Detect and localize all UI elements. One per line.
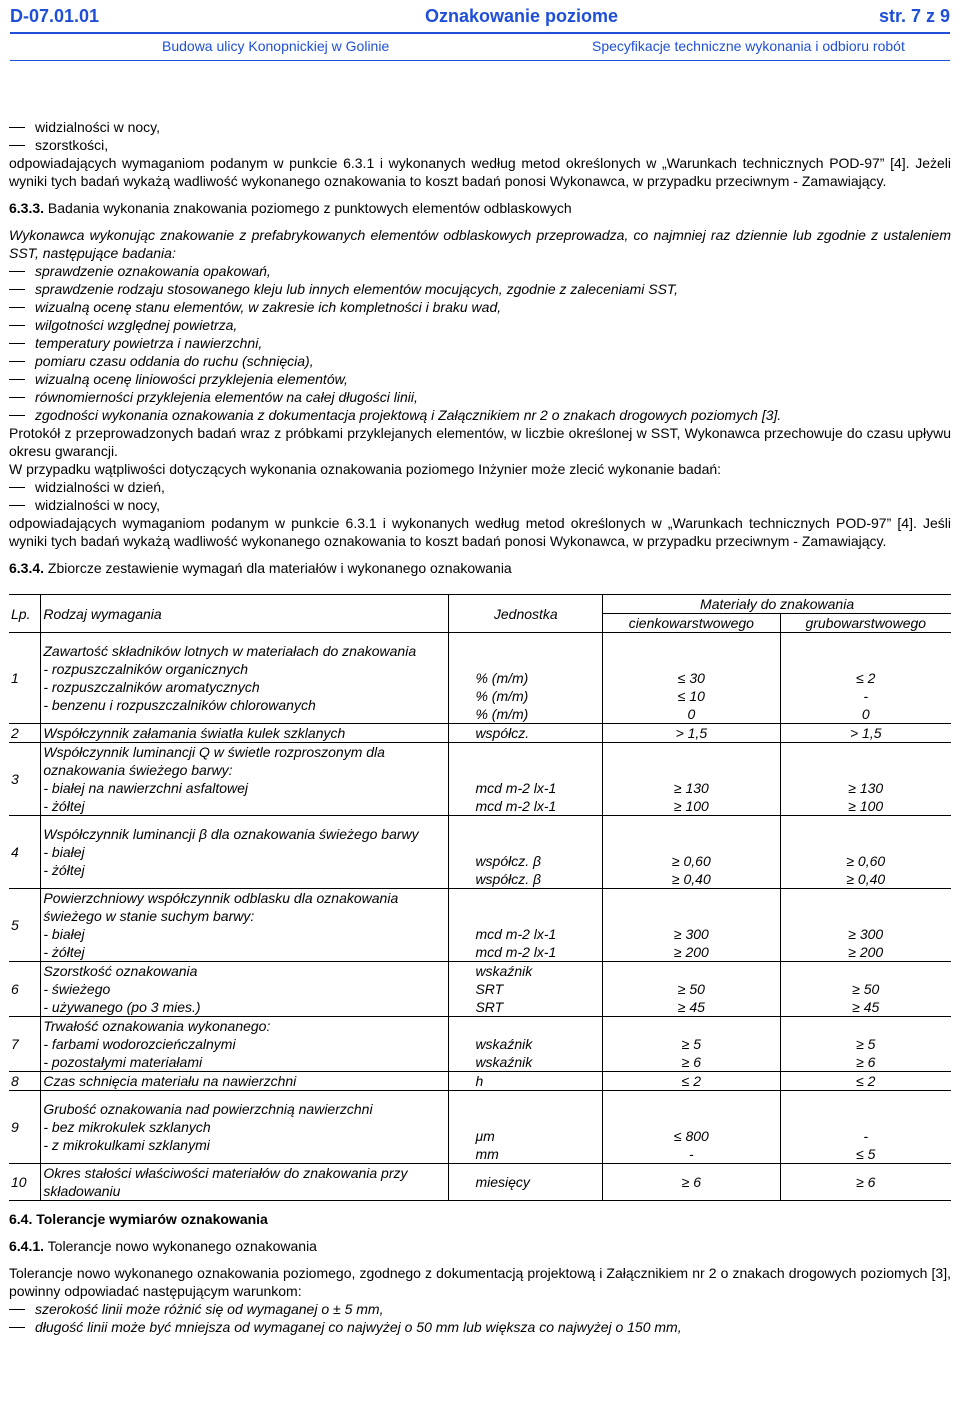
value-grubo-line: - — [863, 688, 869, 704]
project-name: Budowa ulicy Konopnickiej w Golinie — [162, 38, 390, 54]
requirement-desc — [41, 1017, 449, 1072]
value-cienko-line: ≤ 10 — [677, 688, 705, 704]
requirement-desc-line: Trwałość oznakowania wykonanego: — [43, 1018, 271, 1034]
table-row — [9, 962, 951, 1017]
value-cienko-line: ≥ 0,60 — [671, 853, 711, 869]
row-number: 1 — [9, 633, 41, 724]
row-number: 3 — [9, 743, 41, 816]
requirement-unit-line: SRT — [475, 999, 504, 1015]
table-row — [9, 1017, 951, 1072]
list-item: widzialności w dzień, — [9, 478, 951, 496]
value-grubo-line: ≥ 0,60 — [846, 853, 886, 869]
value-cienko-line — [605, 834, 777, 852]
list-item: widzialności w nocy, — [9, 496, 951, 514]
section-heading — [9, 559, 951, 577]
value-grubo-line: ≥ 5 — [856, 1036, 876, 1052]
value-cienko-line — [605, 761, 777, 779]
requirement-unit-line: h — [475, 1073, 484, 1089]
requirement-desc-line: - bez mikrokulek szklanych — [43, 1119, 211, 1135]
table-row — [9, 743, 951, 816]
value-grubo-line: ≥ 200 — [848, 944, 884, 960]
value-grubo — [780, 816, 951, 889]
value-grubo — [780, 889, 951, 962]
requirement-desc-line: - rozpuszczalników organicznych — [43, 661, 249, 677]
table-row — [9, 816, 951, 889]
value-grubo-line: ≥ 300 — [848, 926, 884, 942]
table-row — [9, 633, 951, 724]
requirement-unit-line — [475, 761, 600, 779]
requirement-desc-line: Współczynnik luminancji β dla oznakowania świeżego barwy — [43, 826, 419, 842]
requirement-unit-line: mm — [475, 1146, 499, 1162]
requirement-desc-line: - świeżego — [43, 981, 111, 997]
requirement-desc-line: - farbami wodorozcieńczalnymi — [43, 1036, 236, 1052]
paragraph: Wykonawca wykonując znakowanie z prefabrykowanych elementów odblaskowych przeprowadza, co najmniej raz dziennie lub zgodnie z ustaleniem SST, następujące badania: — [9, 227, 951, 261]
col-header-rodzaj: Rodzaj wymagania — [41, 595, 449, 633]
value-cienko-line — [605, 1017, 777, 1035]
value-cienko-line: > 1,5 — [675, 725, 708, 741]
table-row — [9, 1072, 951, 1091]
requirement-desc-line: - białej — [43, 844, 85, 860]
requirement-unit — [449, 724, 603, 743]
table-row — [9, 1164, 951, 1201]
value-cienko-line — [605, 633, 777, 651]
list-item: pomiaru czasu oddania do ruchu (schnięcia), — [9, 352, 951, 370]
requirement-unit — [449, 889, 603, 962]
table-row — [9, 1091, 951, 1164]
requirement-unit — [449, 1017, 603, 1072]
value-grubo — [780, 724, 951, 743]
requirement-unit-line — [475, 651, 600, 669]
value-cienko — [603, 889, 780, 962]
value-grubo-line: > 1,5 — [849, 725, 882, 741]
value-cienko-line: ≥ 300 — [673, 926, 709, 942]
value-cienko-line — [605, 1109, 777, 1127]
row-number: 9 — [9, 1091, 41, 1164]
value-grubo — [780, 1017, 951, 1072]
value-cienko — [603, 724, 780, 743]
requirement-desc-line: Zawartość składników lotnych w materiałach do znakowania — [43, 643, 417, 659]
requirement-unit-line: mcd m-2 lx-1 — [475, 944, 557, 960]
requirement-unit — [449, 633, 603, 724]
section-number: 6.3.4. — [9, 560, 45, 576]
requirement-desc-line: - z mikrokulkami szklanymi — [43, 1137, 210, 1153]
col-header-lp: Lp. — [9, 595, 41, 633]
value-cienko-line — [605, 1091, 777, 1109]
row-number: 8 — [9, 1072, 41, 1091]
requirement-unit-line: wskaźnik — [475, 1054, 533, 1070]
value-grubo-line — [783, 1017, 949, 1035]
requirement-desc-line: - żółtej — [43, 944, 85, 960]
requirement-unit-line: mcd m-2 lx-1 — [475, 798, 557, 814]
section-number: 6.3.3. — [9, 200, 45, 216]
value-grubo-line: ≥ 0,40 — [846, 871, 886, 887]
value-cienko-line: ≥ 6 — [681, 1174, 702, 1190]
value-grubo-line: ≤ 2 — [856, 670, 876, 686]
list-item: temperatury powietrza i nawierzchni, — [9, 334, 951, 352]
value-grubo-line — [783, 834, 949, 852]
requirement-unit-line: mcd m-2 lx-1 — [475, 926, 557, 942]
header-subrule — [10, 60, 950, 61]
table-header-row — [9, 595, 951, 614]
requirement-desc-line: - rozpuszczalników aromatycznych — [43, 679, 260, 695]
value-cienko-line: ≥ 5 — [681, 1036, 702, 1052]
requirement-unit-line — [475, 1017, 600, 1035]
requirement-unit-line: % (m/m) — [475, 706, 529, 722]
requirement-unit — [449, 962, 603, 1017]
requirement-unit-line — [475, 1109, 600, 1127]
value-grubo-line: ≥ 6 — [856, 1174, 876, 1190]
requirement-unit-line — [475, 907, 600, 925]
value-cienko-line: ≥ 6 — [681, 1054, 702, 1070]
row-number: 10 — [9, 1164, 41, 1201]
col-header-jednostka: Jednostka — [449, 595, 603, 633]
row-number: 6 — [9, 962, 41, 1017]
value-cienko-line — [605, 816, 777, 834]
requirement-desc — [41, 743, 449, 816]
document-body — [9, 118, 951, 1336]
value-cienko-line: ≥ 0,40 — [671, 871, 711, 887]
requirement-unit-line: współcz. — [475, 725, 530, 741]
requirement-unit-line: % (m/m) — [475, 688, 529, 704]
value-grubo-line: ≤ 5 — [856, 1146, 876, 1162]
value-cienko — [603, 1072, 780, 1091]
list-item: sprawdzenie rodzaju stosowanego kleju lub innych elementów mocujących, zgodnie z zaleceniami SST, — [9, 280, 951, 298]
value-grubo-line — [783, 743, 949, 761]
doc-code: D-07.01.01 — [10, 6, 100, 26]
value-grubo-line: 0 — [861, 706, 870, 722]
requirement-unit-line — [475, 816, 600, 834]
requirement-unit-line: SRT — [475, 981, 504, 997]
value-cienko — [603, 743, 780, 816]
value-grubo — [780, 1164, 951, 1201]
value-grubo-line — [783, 1091, 949, 1109]
requirement-unit-line — [475, 1091, 600, 1109]
value-cienko — [603, 962, 780, 1017]
requirement-desc — [41, 724, 449, 743]
requirement-desc-line: Szorstkość oznakowania — [43, 963, 198, 979]
section-heading — [9, 1237, 951, 1255]
requirement-desc — [41, 633, 449, 724]
requirement-unit-line: % (m/m) — [475, 670, 529, 686]
requirement-unit — [449, 1072, 603, 1091]
requirement-unit-line — [475, 633, 600, 651]
value-grubo-line — [783, 1109, 949, 1127]
requirement-unit-line: współcz. β — [475, 871, 542, 887]
list-item: równomierności przyklejenia elementów na całej długości linii, — [9, 388, 951, 406]
value-grubo-line: ≥ 130 — [848, 780, 884, 796]
requirement-desc-line: - benzenu i rozpuszczalników chlorowanych — [43, 697, 316, 713]
value-grubo-line: ≥ 45 — [852, 999, 880, 1015]
value-cienko-line: ≤ 2 — [681, 1073, 702, 1089]
requirement-unit-line: wskaźnik — [475, 1036, 533, 1052]
requirement-desc — [41, 962, 449, 1017]
requirement-desc — [41, 1091, 449, 1164]
list-item: wizualną ocenę liniowości przyklejenia elementów, — [9, 370, 951, 388]
requirement-desc — [41, 1072, 449, 1091]
header-rule — [10, 32, 950, 34]
value-grubo-line — [783, 633, 949, 651]
section-title: Badania wykonania znakowania poziomego z punktowych elementów odblaskowych — [47, 200, 572, 216]
value-grubo-line — [783, 889, 949, 907]
value-grubo-line — [783, 761, 949, 779]
list-item: zgodności wykonania oznakowania z dokumentacja projektową i Załącznikiem nr 2 o znakach drogowych poziomych [3]. — [9, 406, 951, 424]
requirement-desc-line: Współczynnik załamania światła kulek szklanych — [43, 725, 346, 741]
row-number: 4 — [9, 816, 41, 889]
row-number: 5 — [9, 889, 41, 962]
value-cienko-line: ≥ 50 — [677, 981, 705, 997]
value-cienko-line: ≤ 30 — [677, 670, 705, 686]
requirement-desc-line: - żółtej — [43, 798, 85, 814]
value-grubo-line: - — [863, 1128, 869, 1144]
requirement-unit-line: mcd m-2 lx-1 — [475, 780, 557, 796]
spec-name: Specyfikacje techniczne wykonania i odbioru robót — [592, 38, 905, 54]
value-cienko-line — [605, 651, 777, 669]
value-cienko-line — [605, 743, 777, 761]
value-cienko-line: 0 — [687, 706, 696, 722]
value-grubo-line: ≤ 2 — [856, 1073, 876, 1089]
paragraph: odpowiadających wymaganiom podanym w punkcie 6.3.1 i wykonanych według metod określonych w „Warunkach technicznych POD-97” [4]. Jeśli wyniki tych badań wykażą wadliwość wykonanego oznakowania to koszt badań ponosi Wykonawca, w przypadku przeciwnym - Zamawiający. — [9, 515, 951, 549]
paragraph: odpowiadających wymaganiom podanym w punkcie 6.3.1 i wykonanych według metod określonych w „Warunkach technicznych POD-97” [4]. Jeżeli wyniki tych badań wykażą wadliwość wykonanego oznakowania to koszt badań ponosi Wykonawca, w przypadku przeciwnym - Zamawiający. — [9, 155, 951, 189]
paragraph: Protokół z przeprowadzonych badań wraz z próbkami przyklejanych elementów, w liczbie określonej w SST, Wykonawca przechowuje do czasu upływu okresu gwarancji. — [9, 425, 951, 459]
requirement-desc-line: - używanego (po 3 mies.) — [43, 999, 201, 1015]
value-grubo-line: ≥ 50 — [852, 981, 880, 997]
requirement-unit-line — [475, 834, 600, 852]
section-number: 6.4.1. — [9, 1238, 45, 1254]
page-number: str. 7 z 9 — [878, 6, 950, 26]
requirement-desc — [41, 889, 449, 962]
requirement-unit — [449, 1091, 603, 1164]
value-cienko — [603, 633, 780, 724]
requirement-unit-line: miesięcy — [475, 1174, 530, 1190]
value-grubo-line — [783, 651, 949, 669]
value-cienko — [603, 816, 780, 889]
value-grubo-line — [783, 907, 949, 925]
table-row — [9, 889, 951, 962]
value-grubo — [780, 962, 951, 1017]
table-row — [9, 724, 951, 743]
value-cienko-line — [605, 889, 777, 907]
requirement-unit — [449, 743, 603, 816]
col-header-cienko: cienkowarstwowego — [603, 614, 780, 633]
value-grubo — [780, 633, 951, 724]
row-number: 7 — [9, 1017, 41, 1072]
paragraph: W przypadku wątpliwości dotyczących wykonania oznakowania poziomego Inżynier może zlecić wykonanie badań: — [9, 461, 722, 477]
section-title: Zbiorcze zestawienie wymagań dla materiałów i wykonanego oznakowania — [47, 560, 512, 576]
list-item: wilgotności względnej powietrza, — [9, 316, 951, 334]
section-heading: 6.4. Tolerancje wymiarów oznakowania — [9, 1211, 268, 1227]
value-grubo — [780, 1091, 951, 1164]
requirement-desc-line: - pozostałymi materiałami — [43, 1054, 203, 1070]
doc-title: Oznakowanie poziome — [425, 6, 619, 26]
requirement-unit — [449, 1164, 603, 1201]
requirement-desc-line: Współczynnik luminancji Q w świetle rozproszonym dla oznakowania świeżego barwy: — [43, 744, 385, 778]
value-cienko-line: ≥ 130 — [673, 780, 709, 796]
list-item: długość linii może być mniejsza od wymaganej co najwyżej o 50 mm lub większa co najwyżej o 150 mm, — [9, 1318, 951, 1336]
requirement-desc-line: - białej na nawierzchni asfaltowej — [43, 780, 249, 796]
value-grubo-line — [783, 816, 949, 834]
value-cienko — [603, 1091, 780, 1164]
list-item: sprawdzenie oznakowania opakowań, — [9, 262, 951, 280]
value-cienko — [603, 1164, 780, 1201]
requirement-desc-line: - żółtej — [43, 862, 85, 878]
requirement-unit-line — [475, 889, 600, 907]
section-heading — [9, 199, 951, 217]
row-number: 2 — [9, 724, 41, 743]
value-cienko — [603, 1017, 780, 1072]
paragraph: Tolerancje nowo wykonanego oznakowania poziomego, zgodnego z dokumentacją projektową i Załącznikiem nr 2 o znakach drogowych poziomych [3], powinny odpowiadać następującym warunkom: — [9, 1265, 951, 1299]
requirement-desc-line: Czas schnięcia materiału na nawierzchni — [43, 1073, 297, 1089]
section-633-body — [9, 226, 951, 424]
requirements-table — [9, 594, 951, 1201]
value-cienko-line: ≥ 45 — [677, 999, 705, 1015]
value-cienko-line: ≥ 200 — [673, 944, 709, 960]
requirement-desc-line: - białej — [43, 926, 85, 942]
requirement-unit-line — [475, 743, 600, 761]
value-cienko-line: ≥ 100 — [673, 798, 709, 814]
list-item: wizualną ocenę stanu elementów, w zakresie ich kompletności i braku wad, — [9, 298, 951, 316]
value-grubo-line: ≥ 100 — [848, 798, 884, 814]
value-grubo-line — [783, 962, 949, 980]
requirement-unit — [449, 816, 603, 889]
requirement-desc — [41, 1164, 449, 1201]
requirement-desc — [41, 816, 449, 889]
value-grubo — [780, 1072, 951, 1091]
requirement-desc-line: Grubość oznakowania nad powierzchnią nawierzchni — [43, 1101, 373, 1117]
requirement-desc-line: Powierzchniowy współczynnik odblasku dla oznakowania świeżego w stanie suchym barwy: — [43, 890, 399, 924]
value-cienko-line: - — [689, 1146, 694, 1162]
col-header-grubo: grubowarstwowego — [780, 614, 951, 633]
value-grubo-line: ≥ 6 — [856, 1054, 876, 1070]
value-cienko-line — [605, 962, 777, 980]
requirement-unit-line: współcz. β — [475, 853, 542, 869]
requirement-desc-line: Okres stałości właściwości materiałów do znakowania przy składowaniu — [43, 1165, 408, 1199]
value-grubo — [780, 743, 951, 816]
list-item: szorstkości, — [9, 136, 951, 154]
col-header-materialy: Materiały do znakowania — [603, 595, 951, 614]
value-cienko-line — [605, 907, 777, 925]
section-title: Tolerancje nowo wykonanego oznakowania — [47, 1238, 317, 1254]
list-item: szerokość linii może różnić się od wymaganej o ± 5 mm, — [9, 1300, 951, 1318]
value-cienko-line: ≤ 800 — [673, 1128, 709, 1144]
requirement-unit-line: wskaźnik — [475, 963, 533, 979]
list-item: widzialności w nocy, — [9, 118, 951, 136]
requirement-unit-line: μm — [475, 1128, 495, 1144]
